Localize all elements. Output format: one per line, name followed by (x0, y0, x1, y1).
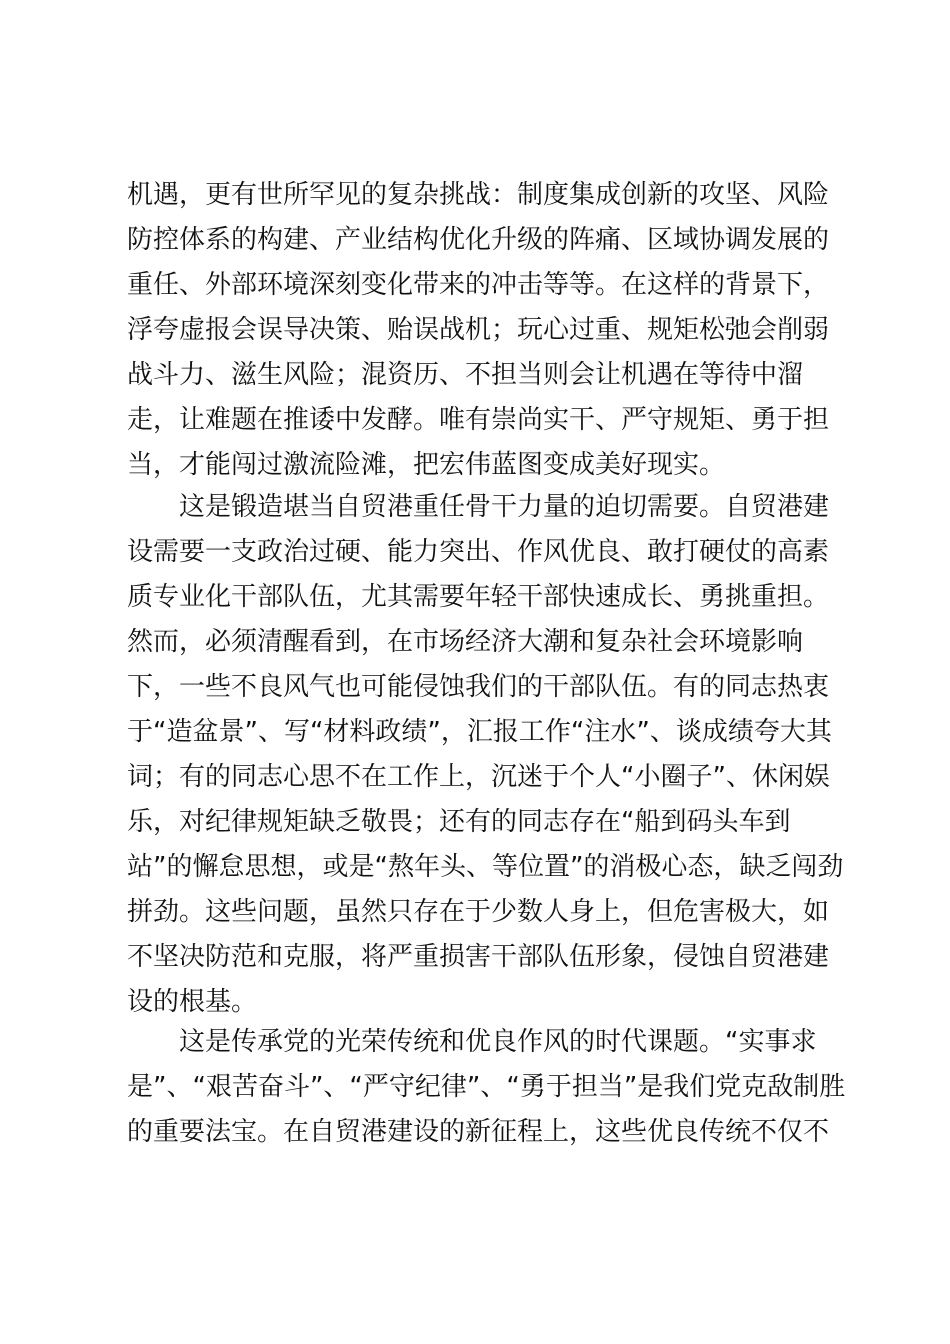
paragraph-line: 这是传承党的光荣传统和优良作风的时代课题。“实事求 (179, 1027, 817, 1057)
paragraph-line: 当，才能闯过激流险滩，把宏伟蓝图变成美好现实。 (127, 450, 726, 480)
paragraph-line: 这是锻造堪当自贸港重任骨干力量的迫切需要。自贸港建 (179, 492, 830, 522)
paragraph-line: 设的根基。 (127, 987, 258, 1017)
paragraph-line: 下，一些不良风气也可能侵蚀我们的干部队伍。有的同志热衷 (127, 672, 830, 702)
paragraph-line: 机遇，更有世所罕见的复杂挑战：制度集成创新的攻坚、风险 (127, 180, 830, 210)
paragraph-line: 防控体系的构建、产业结构优化升级的阵痛、区域协调发展的 (127, 225, 830, 255)
paragraph-3 (127, 1020, 847, 1155)
paragraph-line: 设需要一支政治过硬、能力突出、作风优良、敢打硬仗的高素 (127, 537, 830, 567)
paragraph-line: 于“造盆景”、写“材料政绩”，汇报工作“注水”、谈成绩夸大其 (127, 717, 832, 747)
paragraph-line: 不坚决防范和克服，将严重损害干部队伍形象，侵蚀自贸港建 (127, 942, 830, 972)
paragraph-line: 拼劲。这些问题，虽然只存在于少数人身上，但危害极大，如 (127, 897, 830, 927)
paragraph-line: 词；有的同志心思不在工作上，沉迷于个人“小圈子”、休闲娱 (127, 762, 830, 792)
paragraph-line: 然而，必须清醒看到，在市场经济大潮和复杂社会环境影响 (127, 627, 804, 657)
paragraph-line: 战斗力、滋生风险；混资历、不担当则会让机遇在等待中溜 (127, 360, 804, 390)
paragraph-line: 乐，对纪律规矩缺乏敬畏；还有的同志存在“船到码头车到 (127, 807, 791, 837)
paragraph-line: 是”、“艰苦奋斗”、“严守纪律”、“勇于担当”是我们党克敌制胜 (127, 1072, 846, 1102)
paragraph-line: 质专业化干部队伍，尤其需要年轻干部快速成长、勇挑重担。 (127, 582, 830, 612)
paragraph-line: 浮夸虚报会误导决策、贻误战机；玩心过重、规矩松弛会削弱 (127, 315, 830, 345)
paragraph-line: 走，让难题在推诿中发酵。唯有崇尚实干、严守规矩、勇于担 (127, 405, 830, 435)
paragraph-1 (127, 173, 847, 488)
paragraph-2 (127, 485, 847, 1025)
paragraph-line: 重任、外部环境深刻变化带来的冲击等等。在这样的背景下， (127, 270, 830, 300)
paragraph-line: 站”的懈怠思想，或是“熬年头、等位置”的消极心态，缺乏闯劲 (127, 852, 844, 882)
paragraph-line: 的重要法宝。在自贸港建设的新征程上，这些优良传统不仅不 (127, 1117, 830, 1147)
